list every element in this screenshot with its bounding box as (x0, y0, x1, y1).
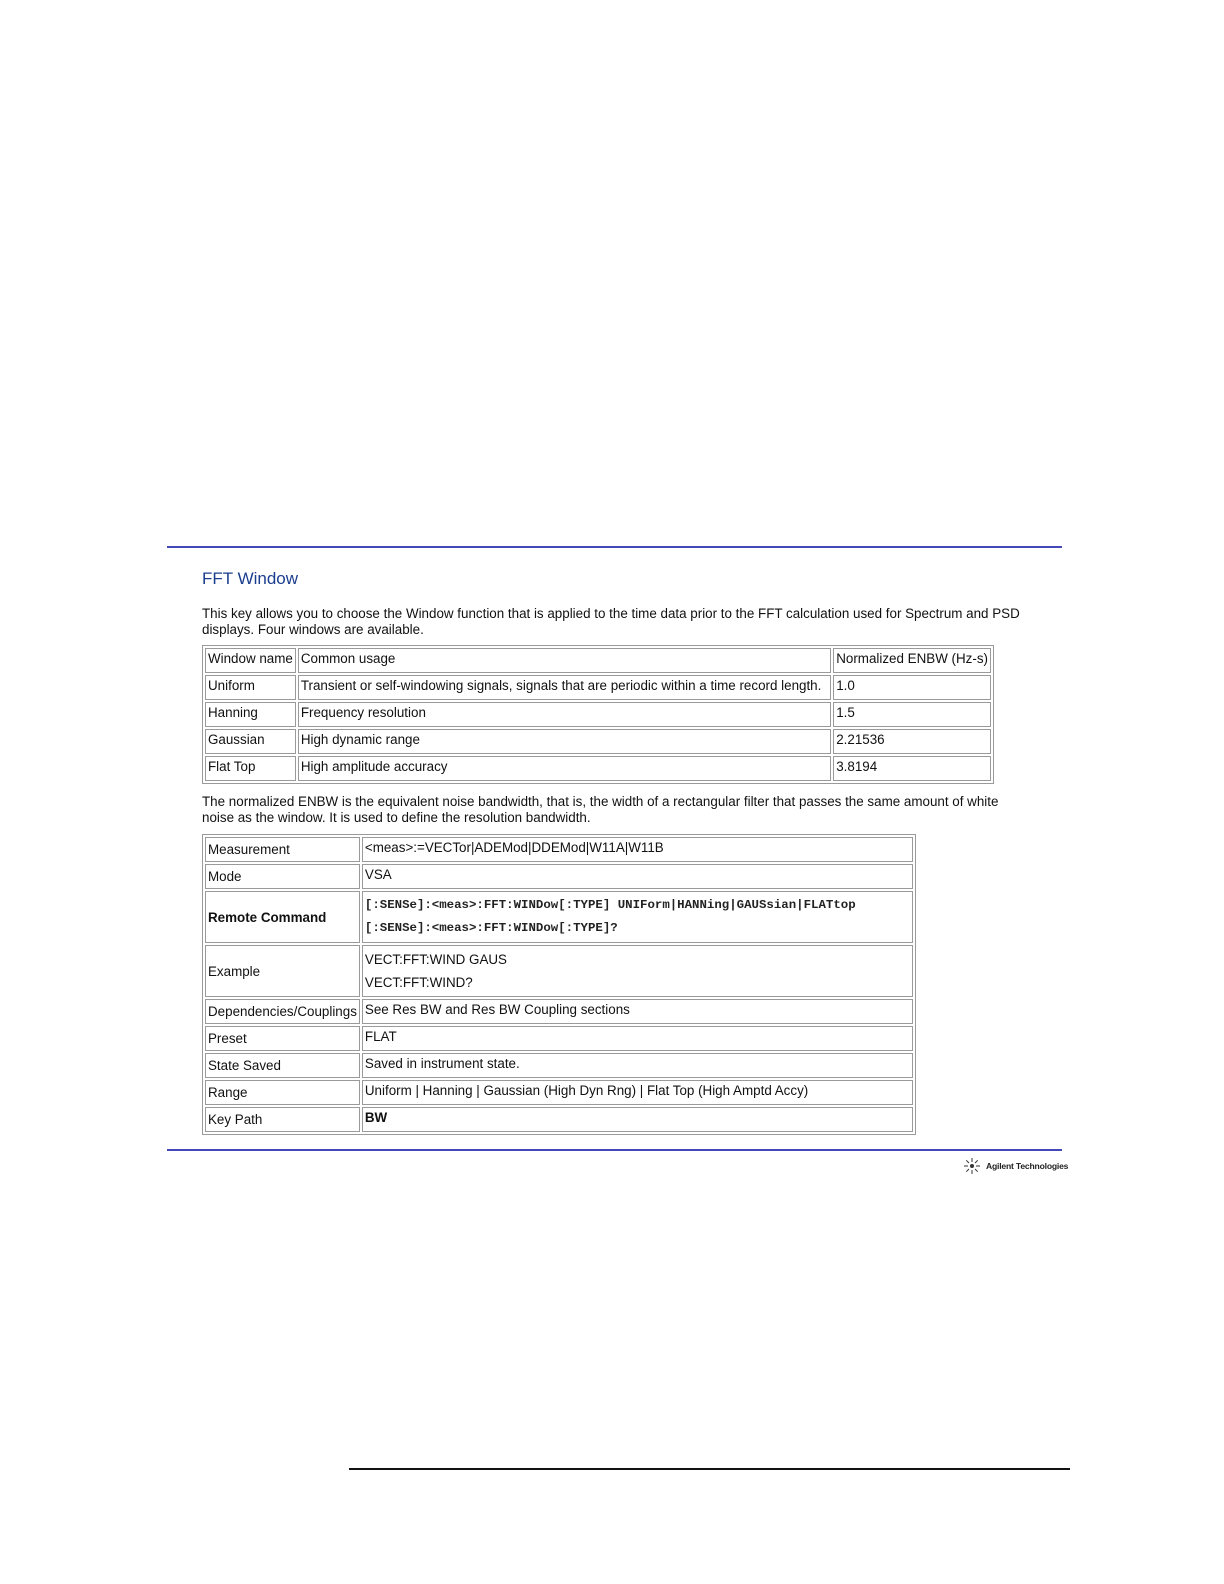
bottom-rule (167, 1149, 1062, 1151)
agilent-spark-icon (963, 1157, 981, 1175)
table-row (205, 756, 991, 781)
example-set: VECT:FFT:WIND GAUS (364, 952, 507, 967)
top-rule (167, 546, 1062, 548)
remote-command-set: [:SENSe]:<meas>:FFT:WINDow[:TYPE] UNIForm|HANNing|GAUSsian|FLATtop (364, 898, 856, 912)
remote-command-query: [:SENSe]:<meas>:FFT:WINDow[:TYPE]? (364, 921, 618, 935)
table-row (205, 702, 991, 727)
enbw-paragraph: The normalized ENBW is the equivalent noise bandwidth, that is, the width of a rectangular filter that passes the same amount of white noise as the window. It is used to define the resolution bandwidth. (202, 794, 999, 825)
usage-cell: Transient or self-windowing signals, signals that are periodic within a time record length. (298, 675, 831, 700)
measurement-value: <meas>:=VECTor|ADEMod|DDEMod|W11A|W11B (362, 837, 913, 862)
window-name-cell: Gaussian (205, 729, 296, 754)
table-row (205, 675, 991, 700)
spec-row-example (205, 945, 913, 997)
remote-command-value (362, 891, 913, 943)
enbw-cell: 1.0 (833, 675, 991, 700)
window-name-cell: Flat Top (205, 756, 296, 781)
usage-cell: Frequency resolution (298, 702, 831, 727)
example-value (362, 945, 913, 997)
intro-paragraph: This key allows you to choose the Window function that is applied to the time data prior to the FFT calculation used for Spectrum and PSD displays. Four windows are available. (202, 606, 1020, 637)
enbw-cell: 2.21536 (833, 729, 991, 754)
window-name-cell: Uniform (205, 675, 296, 700)
spec-row-range (205, 1080, 913, 1105)
header-enbw: Normalized ENBW (Hz-s) (833, 648, 991, 673)
range-value: Uniform | Hanning | Gaussian (High Dyn Rng) | Flat Top (High Amptd Accy) (362, 1080, 913, 1105)
key-path-label: Key Path (205, 1107, 360, 1132)
state-saved-value: Saved in instrument state. (362, 1053, 913, 1078)
windows-table (202, 645, 994, 784)
spec-row-measurement (205, 837, 913, 862)
enbw-cell: 1.5 (833, 702, 991, 727)
logo-text: Agilent Technologies (986, 1161, 1069, 1171)
mode-label: Mode (205, 864, 360, 889)
agilent-logo (963, 1157, 1068, 1175)
window-name-cell: Hanning (205, 702, 296, 727)
measurement-label: Measurement (205, 837, 360, 862)
spec-row-remote-command (205, 891, 913, 943)
header-common-usage: Common usage (298, 648, 831, 673)
spec-row-key-path (205, 1107, 913, 1132)
preset-label: Preset (205, 1026, 360, 1051)
footer-rule (349, 1468, 1070, 1470)
enbw-cell: 3.8194 (833, 756, 991, 781)
usage-cell: High amplitude accuracy (298, 756, 831, 781)
command-spec-table (202, 834, 916, 1135)
example-query: VECT:FFT:WIND? (364, 975, 473, 990)
spec-row-mode (205, 864, 913, 889)
table-header-row (205, 648, 991, 673)
remote-command-label: Remote Command (205, 891, 360, 943)
section-title: FFT Window (202, 569, 299, 588)
spec-row-dependencies (205, 999, 913, 1024)
spec-row-state-saved (205, 1053, 913, 1078)
range-label: Range (205, 1080, 360, 1105)
usage-cell: High dynamic range (298, 729, 831, 754)
spec-row-preset (205, 1026, 913, 1051)
mode-value: VSA (362, 864, 913, 889)
state-saved-label: State Saved (205, 1053, 360, 1078)
table-row (205, 729, 991, 754)
dependencies-label: Dependencies/Couplings (205, 999, 360, 1024)
dependencies-value: See Res BW and Res BW Coupling sections (362, 999, 913, 1024)
example-label: Example (205, 945, 360, 997)
key-path-value: BW (362, 1107, 913, 1132)
header-window-name: Window name (205, 648, 296, 673)
preset-value: FLAT (362, 1026, 913, 1051)
